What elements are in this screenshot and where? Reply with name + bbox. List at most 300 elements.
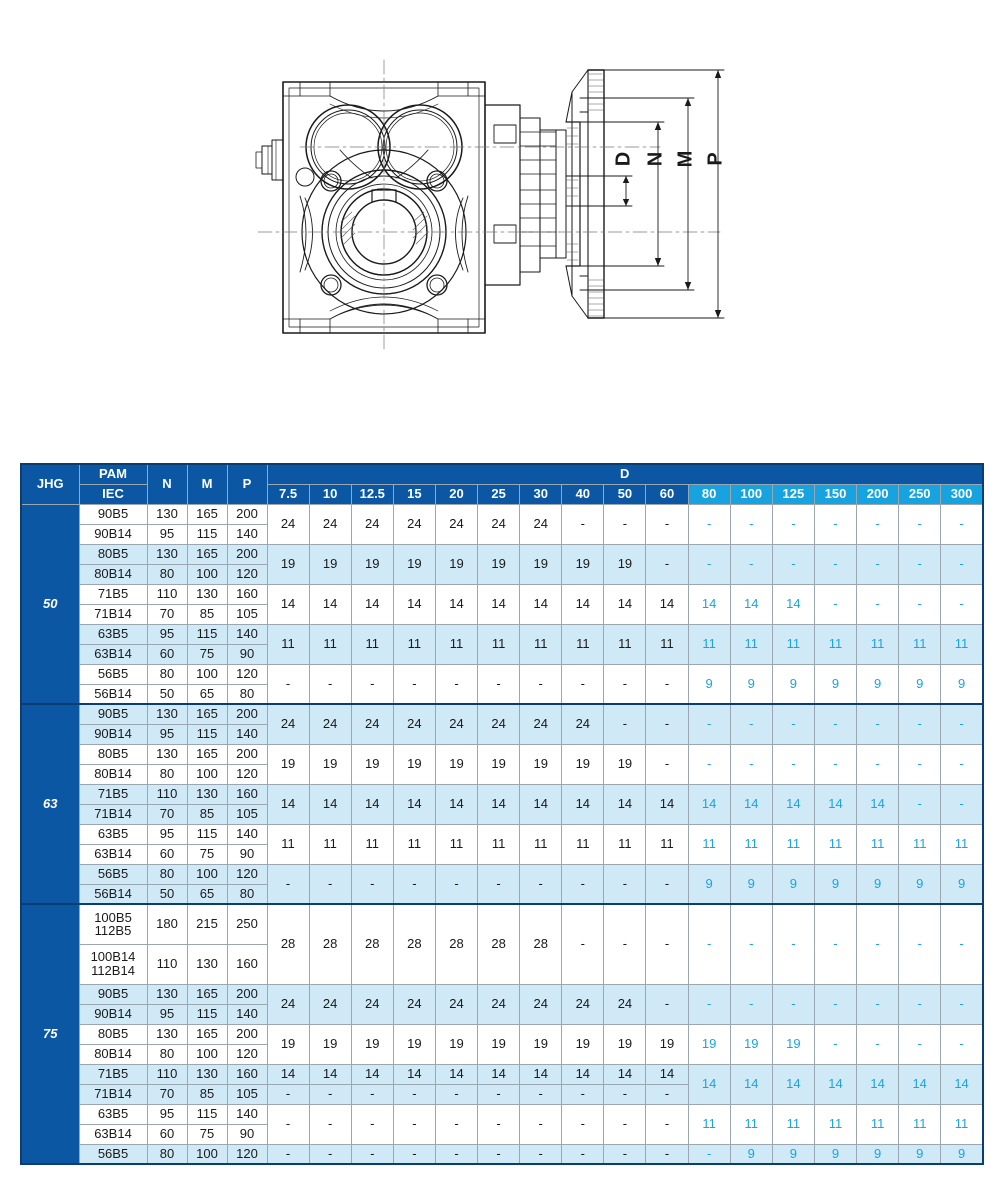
value-cell: - xyxy=(520,1144,562,1164)
dimension-label-P: P xyxy=(704,152,727,166)
value-cell: 19 xyxy=(267,744,309,784)
value-cell: - xyxy=(562,504,604,544)
m-cell: 100 xyxy=(187,1144,227,1164)
value-cell: - xyxy=(857,504,899,544)
value-cell: 9 xyxy=(772,664,814,704)
m-cell: 165 xyxy=(187,544,227,564)
value-cell: - xyxy=(772,504,814,544)
value-cell: 24 xyxy=(435,984,477,1024)
value-cell: - xyxy=(941,984,983,1024)
value-cell: 19 xyxy=(562,544,604,584)
value-cell: 14 xyxy=(688,784,730,824)
value-cell: 9 xyxy=(857,664,899,704)
value-cell: - xyxy=(857,584,899,624)
m-cell: 215 xyxy=(187,904,227,944)
value-cell: 24 xyxy=(393,504,435,544)
value-cell: 24 xyxy=(309,704,351,744)
header-d-10: 10 xyxy=(309,484,351,504)
value-cell: 19 xyxy=(309,1024,351,1064)
value-cell: - xyxy=(730,704,772,744)
value-cell: 11 xyxy=(772,624,814,664)
value-cell: - xyxy=(435,1144,477,1164)
value-cell: - xyxy=(688,904,730,984)
value-cell: 9 xyxy=(688,864,730,904)
p-cell: 90 xyxy=(227,844,267,864)
value-cell: - xyxy=(941,1024,983,1064)
value-cell: 24 xyxy=(351,504,393,544)
iec-cell: 80B5 xyxy=(79,544,147,564)
value-cell: 24 xyxy=(520,504,562,544)
n-cell: 95 xyxy=(147,724,187,744)
value-cell: 11 xyxy=(646,624,688,664)
value-cell: 24 xyxy=(309,984,351,1024)
iec-cell: 56B5 xyxy=(79,1144,147,1164)
n-cell: 110 xyxy=(147,584,187,604)
value-cell: 11 xyxy=(730,824,772,864)
value-cell: 24 xyxy=(393,984,435,1024)
table-row xyxy=(21,864,983,884)
value-cell: 11 xyxy=(688,624,730,664)
table-row xyxy=(21,624,983,644)
value-cell: 24 xyxy=(562,984,604,1024)
n-cell: 95 xyxy=(147,1004,187,1024)
value-cell: 9 xyxy=(730,864,772,904)
header-d-150: 150 xyxy=(814,484,856,504)
value-cell: 19 xyxy=(351,544,393,584)
iec-cell: 63B14 xyxy=(79,844,147,864)
value-cell: 9 xyxy=(941,664,983,704)
value-cell: - xyxy=(562,664,604,704)
p-cell: 200 xyxy=(227,544,267,564)
value-cell: 19 xyxy=(604,544,646,584)
p-cell: 120 xyxy=(227,664,267,684)
header-d-200: 200 xyxy=(857,484,899,504)
value-cell: - xyxy=(351,1104,393,1144)
value-cell: - xyxy=(478,1084,520,1104)
value-cell: 9 xyxy=(772,1144,814,1164)
n-cell: 60 xyxy=(147,1124,187,1144)
value-cell: - xyxy=(435,664,477,704)
iec-cell: 80B14 xyxy=(79,1044,147,1064)
n-cell: 130 xyxy=(147,504,187,524)
m-cell: 165 xyxy=(187,984,227,1004)
value-cell: - xyxy=(646,664,688,704)
p-cell: 80 xyxy=(227,684,267,704)
n-cell: 60 xyxy=(147,844,187,864)
value-cell: - xyxy=(688,1144,730,1164)
n-cell: 130 xyxy=(147,984,187,1004)
header-d-50: 50 xyxy=(604,484,646,504)
iec-cell: 71B5 xyxy=(79,784,147,804)
value-cell: 14 xyxy=(309,584,351,624)
value-cell: - xyxy=(646,704,688,744)
m-cell: 85 xyxy=(187,604,227,624)
value-cell: - xyxy=(478,864,520,904)
value-cell: - xyxy=(562,1144,604,1164)
value-cell: - xyxy=(604,1084,646,1104)
value-cell: - xyxy=(351,1084,393,1104)
value-cell: 19 xyxy=(772,1024,814,1064)
iec-cell: 63B5 xyxy=(79,624,147,644)
value-cell: 14 xyxy=(520,1064,562,1084)
value-cell: 11 xyxy=(814,824,856,864)
value-cell: - xyxy=(435,1104,477,1144)
value-cell: 19 xyxy=(604,744,646,784)
value-cell: 9 xyxy=(857,1144,899,1164)
value-cell: 24 xyxy=(393,704,435,744)
header-d-20: 20 xyxy=(435,484,477,504)
value-cell: - xyxy=(730,544,772,584)
value-cell: 11 xyxy=(730,1104,772,1144)
value-cell: 11 xyxy=(688,1104,730,1144)
table-row xyxy=(21,1064,983,1084)
value-cell: - xyxy=(772,544,814,584)
value-cell: - xyxy=(941,784,983,824)
value-cell: 14 xyxy=(309,1064,351,1084)
value-cell: - xyxy=(435,1084,477,1104)
iec-cell: 56B5 xyxy=(79,664,147,684)
value-cell: - xyxy=(604,664,646,704)
value-cell: - xyxy=(267,664,309,704)
value-cell: 9 xyxy=(857,864,899,904)
value-cell: 19 xyxy=(604,1024,646,1064)
value-cell: 24 xyxy=(267,704,309,744)
iec-cell: 71B5 xyxy=(79,584,147,604)
p-cell: 120 xyxy=(227,564,267,584)
value-cell: 14 xyxy=(604,584,646,624)
value-cell: 14 xyxy=(393,584,435,624)
dimension-label-N: N xyxy=(644,151,667,167)
n-cell: 80 xyxy=(147,1144,187,1164)
p-cell: 120 xyxy=(227,764,267,784)
value-cell: 24 xyxy=(562,704,604,744)
n-cell: 80 xyxy=(147,664,187,684)
table-row xyxy=(21,744,983,764)
n-cell: 70 xyxy=(147,1084,187,1104)
value-cell: 28 xyxy=(478,904,520,984)
p-cell: 80 xyxy=(227,884,267,904)
m-cell: 115 xyxy=(187,1004,227,1024)
value-cell: - xyxy=(562,904,604,984)
value-cell: 14 xyxy=(646,584,688,624)
value-cell: - xyxy=(857,704,899,744)
value-cell: 14 xyxy=(435,1064,477,1084)
iec-cell: 90B14 xyxy=(79,724,147,744)
value-cell: 14 xyxy=(478,784,520,824)
value-cell: 19 xyxy=(309,544,351,584)
n-cell: 50 xyxy=(147,884,187,904)
value-cell: - xyxy=(604,904,646,984)
value-cell: - xyxy=(688,504,730,544)
value-cell: 11 xyxy=(562,824,604,864)
m-cell: 165 xyxy=(187,1024,227,1044)
value-cell: 19 xyxy=(520,544,562,584)
iec-cell: 90B14 xyxy=(79,524,147,544)
value-cell: - xyxy=(772,744,814,784)
iec-cell: 63B14 xyxy=(79,1124,147,1144)
value-cell: 11 xyxy=(941,624,983,664)
value-cell: - xyxy=(899,504,941,544)
dimension-lines xyxy=(566,70,727,318)
value-cell: 14 xyxy=(351,1064,393,1084)
table-head xyxy=(21,464,983,504)
p-cell: 200 xyxy=(227,504,267,524)
value-cell: - xyxy=(730,904,772,984)
iec-cell: 63B5 xyxy=(79,824,147,844)
value-cell: 14 xyxy=(814,1064,856,1104)
value-cell: 11 xyxy=(899,1104,941,1144)
value-cell: 14 xyxy=(478,1064,520,1084)
p-cell: 200 xyxy=(227,1024,267,1044)
value-cell: 14 xyxy=(646,1064,688,1084)
value-cell: 11 xyxy=(393,824,435,864)
m-cell: 65 xyxy=(187,884,227,904)
value-cell: 11 xyxy=(730,624,772,664)
value-cell: - xyxy=(351,1144,393,1164)
m-cell: 165 xyxy=(187,504,227,524)
value-cell: 24 xyxy=(351,704,393,744)
m-cell: 75 xyxy=(187,644,227,664)
value-cell: - xyxy=(646,864,688,904)
value-cell: 11 xyxy=(604,624,646,664)
value-cell: 28 xyxy=(435,904,477,984)
value-cell: - xyxy=(267,1144,309,1164)
table-row xyxy=(21,584,983,604)
value-cell: 24 xyxy=(520,704,562,744)
table-row xyxy=(21,984,983,1004)
value-cell: - xyxy=(857,744,899,784)
specification-table-container xyxy=(20,463,982,1165)
value-cell: 28 xyxy=(309,904,351,984)
value-cell: - xyxy=(646,744,688,784)
n-cell: 130 xyxy=(147,1024,187,1044)
iec-cell: 63B14 xyxy=(79,644,147,664)
value-cell: - xyxy=(520,864,562,904)
table-row xyxy=(21,824,983,844)
value-cell: 14 xyxy=(772,1064,814,1104)
p-cell: 90 xyxy=(227,1124,267,1144)
iec-cell: 56B14 xyxy=(79,684,147,704)
value-cell: 11 xyxy=(478,824,520,864)
iec-cell: 80B14 xyxy=(79,764,147,784)
value-cell: 19 xyxy=(393,744,435,784)
p-cell: 120 xyxy=(227,1144,267,1164)
n-cell: 80 xyxy=(147,1044,187,1064)
iec-cell: 100B14 112B14 xyxy=(79,944,147,984)
value-cell: 14 xyxy=(857,1064,899,1104)
value-cell: - xyxy=(520,1084,562,1104)
m-cell: 65 xyxy=(187,684,227,704)
value-cell: - xyxy=(646,1104,688,1144)
value-cell: 19 xyxy=(351,1024,393,1064)
value-cell: 11 xyxy=(267,624,309,664)
value-cell: 9 xyxy=(899,864,941,904)
iec-cell: 100B5 112B5 xyxy=(79,904,147,944)
value-cell: - xyxy=(772,704,814,744)
value-cell: 24 xyxy=(351,984,393,1024)
value-cell: 14 xyxy=(604,1064,646,1084)
value-cell: 11 xyxy=(772,824,814,864)
value-cell: 11 xyxy=(941,1104,983,1144)
p-cell: 140 xyxy=(227,724,267,744)
p-cell: 200 xyxy=(227,984,267,1004)
m-cell: 75 xyxy=(187,844,227,864)
p-cell: 140 xyxy=(227,524,267,544)
value-cell: - xyxy=(520,1104,562,1144)
value-cell: - xyxy=(814,544,856,584)
n-cell: 80 xyxy=(147,864,187,884)
p-cell: 140 xyxy=(227,1104,267,1124)
value-cell: 24 xyxy=(520,984,562,1024)
iec-cell: 71B14 xyxy=(79,804,147,824)
value-cell: 24 xyxy=(478,704,520,744)
header-iec: IEC xyxy=(79,484,147,504)
header-m: M xyxy=(187,464,227,504)
motor-flange-section xyxy=(556,70,604,318)
m-cell: 130 xyxy=(187,1064,227,1084)
value-cell: 28 xyxy=(267,904,309,984)
dimension-label-D: D xyxy=(612,151,635,167)
value-cell: 14 xyxy=(688,1064,730,1104)
value-cell: - xyxy=(520,664,562,704)
value-cell: 28 xyxy=(520,904,562,984)
iec-cell: 90B5 xyxy=(79,504,147,524)
value-cell: - xyxy=(730,504,772,544)
size-cell-75: 75 xyxy=(21,904,79,1164)
p-cell: 160 xyxy=(227,1064,267,1084)
p-cell: 160 xyxy=(227,784,267,804)
value-cell: - xyxy=(814,704,856,744)
iec-cell: 56B14 xyxy=(79,884,147,904)
p-cell: 250 xyxy=(227,904,267,944)
value-cell: - xyxy=(267,1104,309,1144)
value-cell: 24 xyxy=(309,504,351,544)
value-cell: - xyxy=(604,1104,646,1144)
value-cell: 28 xyxy=(393,904,435,984)
table-row xyxy=(21,1024,983,1044)
m-cell: 115 xyxy=(187,824,227,844)
n-cell: 70 xyxy=(147,604,187,624)
gearbox-housing xyxy=(256,82,485,333)
m-cell: 130 xyxy=(187,784,227,804)
m-cell: 85 xyxy=(187,1084,227,1104)
p-cell: 120 xyxy=(227,1044,267,1064)
value-cell: 9 xyxy=(941,864,983,904)
value-cell: - xyxy=(562,1084,604,1104)
value-cell: - xyxy=(478,1104,520,1144)
iec-cell: 90B14 xyxy=(79,1004,147,1024)
value-cell: 11 xyxy=(899,824,941,864)
value-cell: 9 xyxy=(730,664,772,704)
value-cell: 14 xyxy=(393,1064,435,1084)
value-cell: - xyxy=(941,504,983,544)
table-row xyxy=(21,544,983,564)
value-cell: - xyxy=(899,1024,941,1064)
iec-cell: 90B5 xyxy=(79,984,147,1004)
value-cell: - xyxy=(604,1144,646,1164)
value-cell: 14 xyxy=(562,784,604,824)
value-cell: 19 xyxy=(562,744,604,784)
p-cell: 120 xyxy=(227,864,267,884)
value-cell: 19 xyxy=(393,1024,435,1064)
m-cell: 100 xyxy=(187,1044,227,1064)
value-cell: 24 xyxy=(435,704,477,744)
value-cell: - xyxy=(478,664,520,704)
flange-bolt-holes xyxy=(296,168,447,295)
value-cell: - xyxy=(899,904,941,984)
value-cell: - xyxy=(309,1104,351,1144)
value-cell: 11 xyxy=(857,624,899,664)
iec-cell: 56B5 xyxy=(79,864,147,884)
value-cell: - xyxy=(857,904,899,984)
value-cell: 11 xyxy=(941,824,983,864)
n-cell: 110 xyxy=(147,784,187,804)
m-cell: 115 xyxy=(187,624,227,644)
value-cell: 14 xyxy=(814,784,856,824)
value-cell: 14 xyxy=(562,584,604,624)
value-cell: 14 xyxy=(730,784,772,824)
value-cell: 9 xyxy=(772,864,814,904)
header-row-1 xyxy=(21,464,983,484)
value-cell: 14 xyxy=(562,1064,604,1084)
value-cell: - xyxy=(814,904,856,984)
value-cell: - xyxy=(393,664,435,704)
value-cell: 11 xyxy=(857,1104,899,1144)
value-cell: 11 xyxy=(435,624,477,664)
p-cell: 200 xyxy=(227,704,267,724)
value-cell: - xyxy=(351,664,393,704)
header-jhg: JHG xyxy=(21,464,79,504)
table-row xyxy=(21,704,983,724)
header-d-100: 100 xyxy=(730,484,772,504)
p-cell: 105 xyxy=(227,1084,267,1104)
value-cell: 19 xyxy=(309,744,351,784)
header-d-7-5: 7.5 xyxy=(267,484,309,504)
value-cell: - xyxy=(309,1144,351,1164)
p-cell: 140 xyxy=(227,1004,267,1024)
n-cell: 110 xyxy=(147,944,187,984)
value-cell: - xyxy=(393,864,435,904)
value-cell: 19 xyxy=(688,1024,730,1064)
value-cell: 14 xyxy=(478,584,520,624)
n-cell: 130 xyxy=(147,744,187,764)
table-row xyxy=(21,504,983,524)
value-cell: 24 xyxy=(478,504,520,544)
value-cell: 11 xyxy=(351,824,393,864)
value-cell: - xyxy=(478,1144,520,1164)
dimension-label-M: M xyxy=(674,150,697,168)
value-cell: - xyxy=(814,584,856,624)
value-cell: - xyxy=(899,704,941,744)
value-cell: 11 xyxy=(604,824,646,864)
m-cell: 100 xyxy=(187,864,227,884)
motor-adapter xyxy=(485,105,556,285)
m-cell: 115 xyxy=(187,1104,227,1124)
value-cell: 14 xyxy=(435,784,477,824)
value-cell: 14 xyxy=(604,784,646,824)
value-cell: - xyxy=(941,544,983,584)
size-cell-63: 63 xyxy=(21,704,79,904)
value-cell: 19 xyxy=(730,1024,772,1064)
n-cell: 180 xyxy=(147,904,187,944)
value-cell: - xyxy=(393,1144,435,1164)
n-cell: 130 xyxy=(147,704,187,724)
p-cell: 140 xyxy=(227,824,267,844)
value-cell: 11 xyxy=(899,624,941,664)
value-cell: 11 xyxy=(309,624,351,664)
p-cell: 140 xyxy=(227,624,267,644)
value-cell: 11 xyxy=(562,624,604,664)
